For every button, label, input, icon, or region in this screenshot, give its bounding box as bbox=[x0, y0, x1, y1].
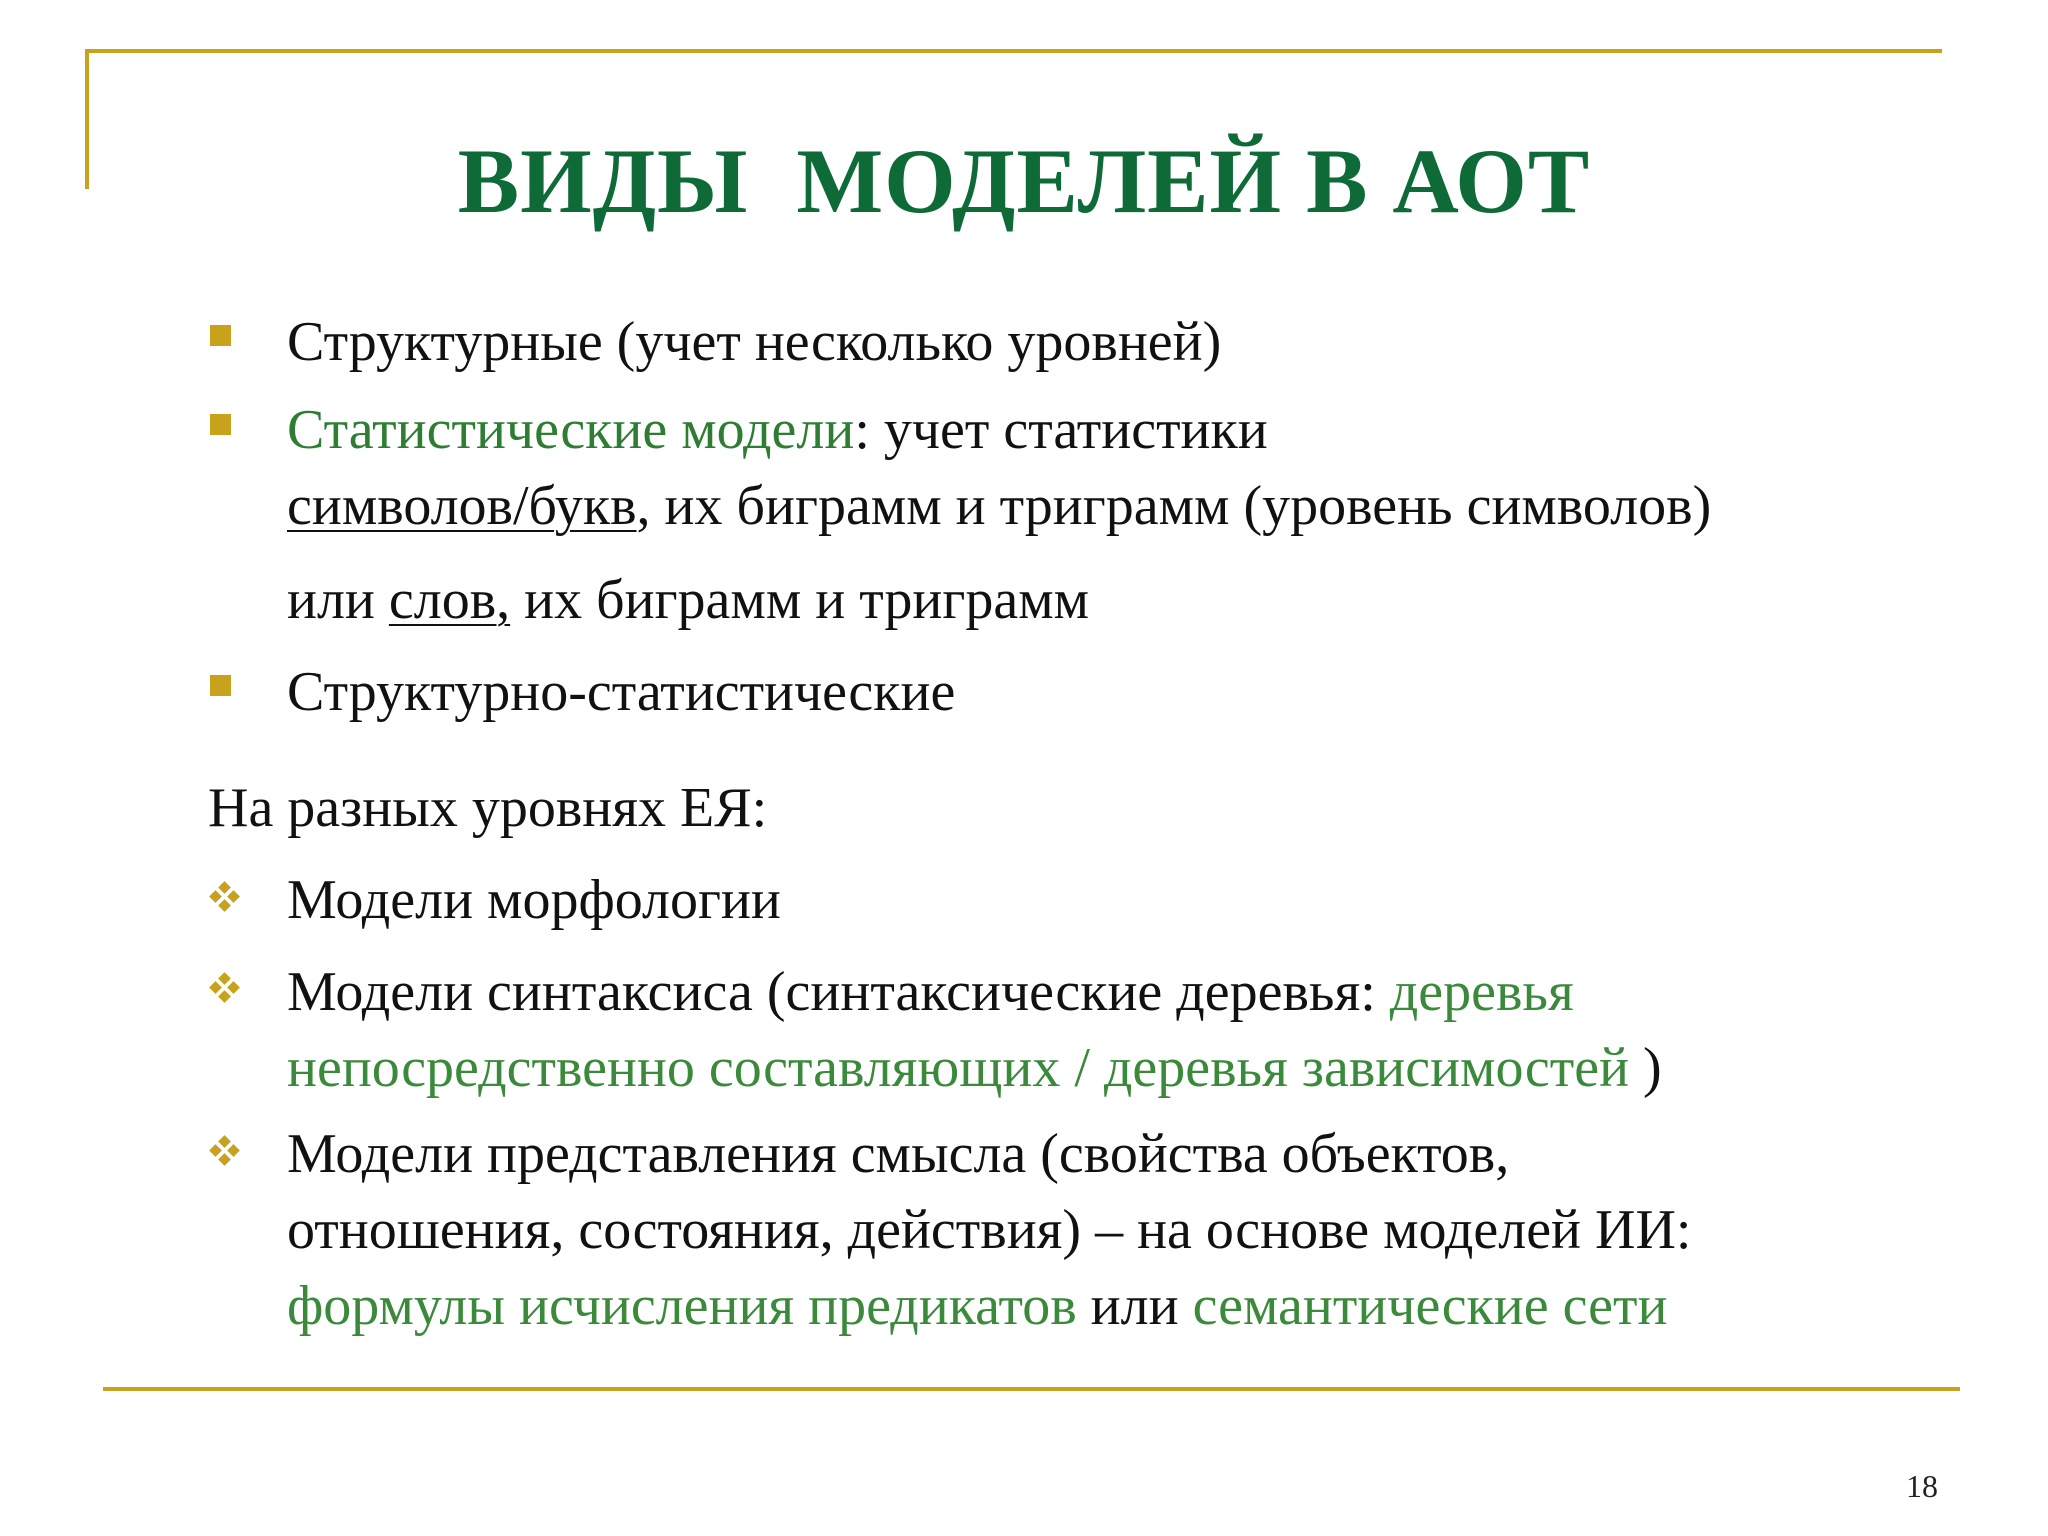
bullet-statistical-line2 bbox=[287, 468, 1711, 544]
bullet-structural-statistical: Структурно-статистические bbox=[287, 661, 956, 723]
diamond-bullet-icon bbox=[211, 883, 239, 911]
levels-heading: На разных уровнях ЕЯ: bbox=[208, 777, 768, 839]
square-bullet-icon bbox=[210, 325, 231, 346]
words-line-text: их биграмм и триграмм bbox=[510, 569, 1090, 631]
level-syntax-line2 bbox=[287, 1030, 1662, 1106]
level-meaning-line3 bbox=[287, 1268, 1667, 1344]
level-meaning: Модели представления смысла (свойства объектов, bbox=[287, 1123, 1510, 1185]
bullet-statistical bbox=[287, 392, 1268, 468]
or-text: или bbox=[287, 569, 389, 631]
square-bullet-icon bbox=[210, 675, 231, 696]
level-meaning-line2: отношения, состояния, действия) – на основе моделей ИИ: bbox=[287, 1199, 1692, 1261]
diamond-bullet-icon bbox=[211, 1137, 239, 1165]
words-term: слов, bbox=[388, 569, 511, 631]
constituency-dependency-trees: непосредственно составляющих / деревья зависимостей bbox=[287, 1037, 1630, 1099]
level-syntax bbox=[287, 954, 1574, 1030]
symbols-line-text: , их биграмм и триграмм (уровень символов) bbox=[636, 475, 1712, 537]
statistical-models-text: : учет статистики bbox=[854, 399, 1268, 461]
diamond-bullet-icon bbox=[211, 974, 239, 1002]
syntax-text: Модели синтаксиса (синтаксические деревья: bbox=[287, 961, 1390, 1023]
bottom-border-line bbox=[103, 1387, 1960, 1391]
trees-term: деревья bbox=[1389, 961, 1574, 1023]
page-number: 18 bbox=[1906, 1468, 1938, 1504]
bullet-statistical-line3 bbox=[287, 562, 1089, 638]
predicate-calculus-term: формулы исчисления предикатов bbox=[287, 1275, 1077, 1337]
semantic-networks-term: семантические сети bbox=[1192, 1275, 1668, 1337]
slide-title: ВИДЫ МОДЕЛЕЙ В АОТ bbox=[457, 130, 1591, 232]
symbols-letters-term: символов/букв bbox=[287, 475, 637, 537]
bullet-structural: Структурные (учет несколько уровней) bbox=[287, 311, 1222, 373]
level-morphology: Модели морфологии bbox=[287, 869, 781, 931]
square-bullet-icon bbox=[210, 414, 231, 435]
or-connector: или bbox=[1076, 1275, 1193, 1337]
statistical-models-term: Статистические модели bbox=[287, 399, 855, 461]
syntax-close-paren: ) bbox=[1629, 1037, 1662, 1099]
